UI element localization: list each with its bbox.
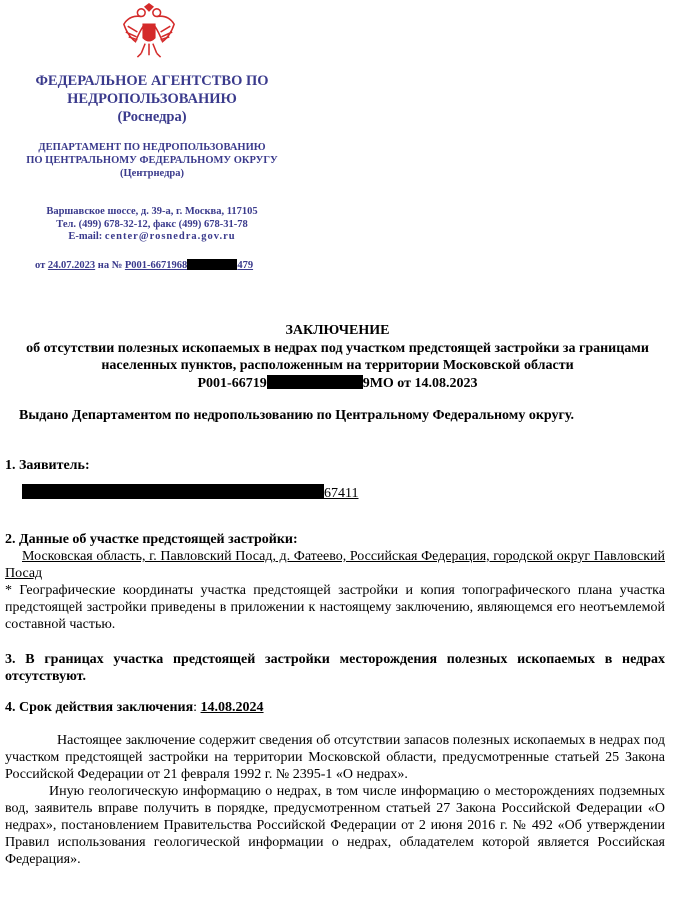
agency-short-name: (Роснедра) (117, 109, 187, 125)
department-line-1: ДЕПАРТАМЕНТ ПО НЕДРОПОЛЬЗОВАНИЮ (38, 142, 266, 153)
agency-line-1: ФЕДЕРАЛЬНОЕ АГЕНТСТВО ПО (35, 73, 269, 89)
ref-date: 24.07.2023 (47, 260, 96, 271)
ref-number-end: 479 (237, 260, 254, 271)
plot-note: * Географические координаты участка предстоящей застройки и копия топографического плана участка предстоящей застройки приведены в приложении к настоящему заключению, являющемся его неотъемлемой составной частью. (5, 583, 665, 632)
conclusion-number (0, 375, 675, 393)
redaction-bar (187, 259, 237, 270)
title-heading: ЗАКЛЮЧЕНИЕ (285, 323, 390, 338)
conclusion-number-start: P001-66719 (197, 375, 267, 391)
conclusion-number-end: 9МО от 14.08.2023 (362, 375, 478, 391)
email-label: E-mail: (68, 231, 103, 242)
redaction-bar (22, 484, 324, 499)
deposits-statement: 3. В границах участка предстоящей застройки месторождения полезных ископаемых в недрах отсутствуют. (5, 652, 665, 684)
email-line (0, 231, 304, 244)
validity-colon: : (193, 700, 198, 715)
title-subtitle-1: об отсутствии полезных ископаемых в недрах под участком предстоящей застройки за границами (26, 340, 649, 356)
issued-by: Выдано Департаментом по недропользованию по Центральному Федеральному округу. (19, 408, 574, 423)
validity-line (5, 699, 665, 716)
department-short-name: (Центрнедра) (120, 168, 184, 179)
postal-address: Варшавское шоссе, д. 39-а, г. Москва, 117105 (46, 206, 258, 217)
agency-line-2: НЕДРОПОЛЬЗОВАНИЮ (67, 91, 237, 107)
redaction-bar (267, 375, 363, 389)
ref-number (125, 260, 253, 271)
ref-number-label: на № (97, 260, 123, 271)
plot-address: Московская область, г. Павловский Посад, д. Фатеево, Российская Федерация, городской округ Павловский Посад (5, 549, 665, 581)
department-name (0, 141, 304, 180)
reference-line (35, 259, 253, 271)
coat-of-arms-icon (120, 3, 178, 61)
ref-from-label: от (35, 260, 46, 271)
phone-fax: Тел. (499) 678-32-12, факс (499) 678-31-78 (56, 218, 248, 230)
email-link[interactable]: center@rosnedra.gov.ru (104, 231, 236, 242)
document-title (0, 322, 675, 392)
title-subtitle-2: населенных пунктов, расположенным на территории Московской области (101, 358, 574, 373)
validity-label: 4. Срок действия заключения (5, 700, 194, 715)
ref-number-start: P001-6671968 (124, 260, 188, 271)
validity-date: 14.08.2024 (200, 700, 264, 715)
plot-heading: 2. Данные об участке предстоящей застройки: (5, 532, 298, 547)
applicant-value-end: 67411 (324, 486, 359, 501)
contact-block (0, 206, 304, 244)
agency-name (0, 72, 304, 126)
department-line-2: ПО ЦЕНТРАЛЬНОМУ ФЕДЕРАЛЬНОМУ ОКРУГУ (26, 155, 278, 166)
applicant-heading: 1. Заявитель: (5, 458, 90, 473)
applicant-value (22, 484, 358, 502)
paragraph-2: Иную геологическую информацию о недрах, в том числе информацию о месторождениях подземных вод, заявитель вправе получить в порядке, предусмотренном статьей 27 Закона Российской Федерации «О недрах», постановлением Правительства Российской Федерации от 2 июня 2016 г. № 492 «Об утверждении Правил использования геологической информации о недрах, обладателем которой является Российская Федерация». (5, 784, 665, 867)
paragraph-1: Настоящее заключение содержит сведения об отсутствии запасов полезных ископаемых в недрах под участком предстоящей застройки на территории Московской области, предусмотренные статьей 25 Закона Российской Федерации от 21 февраля 1992 г. № 2395-1 «О недрах». (5, 733, 665, 782)
